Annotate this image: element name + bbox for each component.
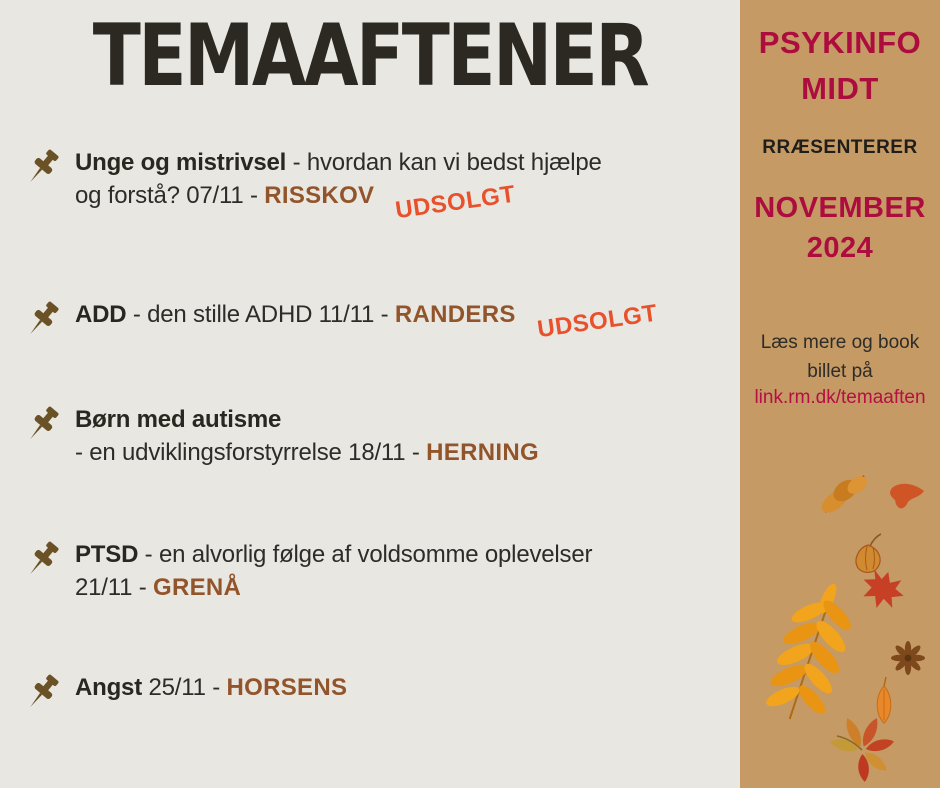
event-item-angst	[26, 671, 726, 714]
event-name: PTSD	[75, 541, 139, 568]
event-city: RISSKOV	[264, 182, 375, 209]
event-item-unge-og-mistrivsel	[26, 146, 726, 225]
page-title: TEMAAFTENER	[92, 6, 648, 106]
brand-title-line2: MIDT	[801, 71, 879, 106]
event-description: - den stille ADHD 11/11 -	[126, 301, 395, 328]
event-line	[75, 671, 347, 704]
event-description: - hvordan kan vi bedst hjælpe	[286, 149, 602, 176]
sidebar	[740, 0, 940, 788]
event-name: Angst	[75, 674, 142, 701]
star-anise-icon	[891, 641, 925, 675]
maple-leaf-icon	[857, 565, 910, 614]
pushpin-icon	[26, 672, 62, 714]
event-line	[75, 436, 539, 469]
event-description: - en udviklingsforstyrrelse 18/11 -	[75, 439, 427, 466]
event-city: GRENÅ	[153, 574, 242, 601]
event-city: HERNING	[426, 439, 539, 466]
event-line	[75, 403, 539, 436]
event-text	[75, 671, 347, 714]
event-line	[75, 146, 602, 179]
small-leaf-icon	[877, 677, 891, 723]
event-item-add	[26, 298, 726, 344]
pushpin-icon	[26, 404, 62, 446]
event-description: og forstå? 07/11 -	[75, 182, 265, 209]
event-description: 21/11 -	[75, 574, 154, 601]
event-item-ptsd	[26, 538, 726, 604]
pushpin-icon	[26, 539, 62, 581]
event-name: Unge og mistrivsel	[75, 149, 287, 176]
physalis-icon	[856, 534, 881, 572]
autumn-leaves-decoration	[740, 458, 940, 788]
event-line	[75, 179, 602, 225]
event-name: ADD	[75, 301, 127, 328]
brand-title	[740, 20, 940, 112]
event-city: RANDERS	[394, 301, 516, 328]
event-line	[75, 571, 592, 604]
oak-leaf-icon	[816, 469, 870, 517]
soldout-badge: UDSOLGT	[394, 180, 518, 225]
soldout-badge: UDSOLGT	[535, 299, 659, 344]
month-title-line1: NOVEMBER	[754, 192, 926, 224]
event-name: Børn med autisme	[75, 406, 282, 433]
event-text	[75, 146, 602, 225]
event-text	[75, 538, 592, 604]
event-description: 25/11 -	[142, 674, 227, 701]
red-leaf-fragment-icon	[890, 484, 924, 509]
pushpin-icon	[26, 299, 62, 341]
event-city: HORSENS	[226, 674, 348, 701]
event-line	[75, 538, 592, 571]
brand-title-line1: PSYKINFO	[758, 25, 922, 60]
month-title	[740, 188, 940, 268]
event-item-born-med-autisme	[26, 403, 726, 469]
creeper-leaf-icon	[829, 716, 895, 782]
pushpin-icon	[26, 147, 62, 189]
event-line	[75, 298, 659, 344]
booking-link[interactable]: link.rm.dk/temaaften	[754, 387, 926, 408]
booking-text: Læs mere og book billet på	[760, 332, 920, 382]
rowan-leaf-icon	[759, 573, 864, 729]
event-text	[75, 298, 659, 344]
presents-label: RRÆSENTERER	[762, 137, 918, 158]
month-title-line2: 2024	[806, 232, 874, 264]
event-text	[75, 403, 539, 469]
event-description: - en alvorlig følge af voldsomme oplevelser	[138, 541, 593, 568]
